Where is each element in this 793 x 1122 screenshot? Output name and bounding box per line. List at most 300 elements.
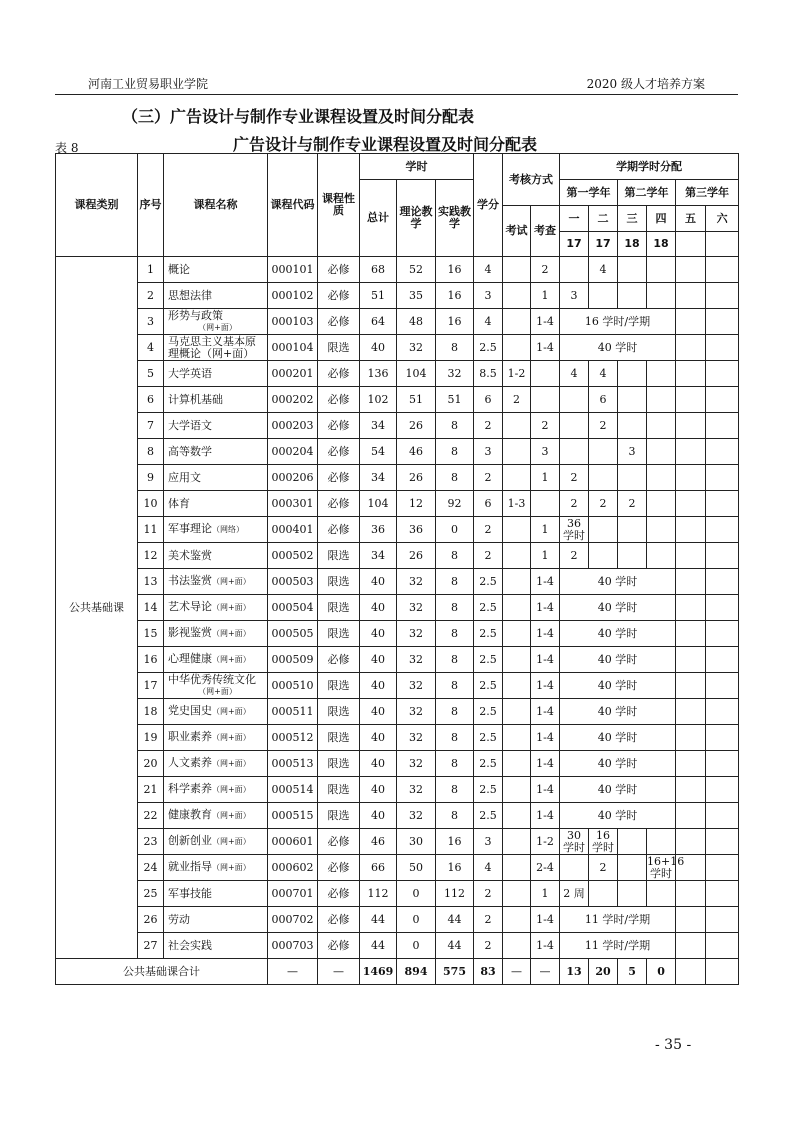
term-2-cell — [589, 881, 618, 907]
course-name-cell — [164, 387, 268, 413]
credit-cell: 2.5 — [474, 569, 503, 595]
term-5-cell — [676, 595, 706, 621]
totals-term-4-cell: 0 — [647, 959, 676, 985]
seq-cell: 9 — [138, 465, 164, 491]
table-row — [56, 569, 739, 595]
col-total: 总计 — [360, 180, 397, 257]
exam-term-cell — [503, 803, 531, 829]
exam-term-cell — [503, 777, 531, 803]
course-name: 大学语文 — [168, 418, 212, 432]
total-hours-cell: 40 — [360, 803, 397, 829]
check-term-cell: 1-4 — [531, 621, 560, 647]
seq-cell: 4 — [138, 335, 164, 361]
total-hours-cell: 64 — [360, 309, 397, 335]
seq-cell: 14 — [138, 595, 164, 621]
seq-cell: 3 — [138, 309, 164, 335]
term-6-cell — [706, 595, 739, 621]
course-name: 心理健康 — [168, 652, 212, 665]
table-row — [56, 881, 739, 907]
practice-hours-cell: 8 — [436, 413, 474, 439]
semester-span-cell: 40 学时 — [560, 673, 676, 699]
theory-hours-cell: 0 — [397, 907, 436, 933]
course-name: 书法鉴赏 — [168, 574, 212, 587]
course-delivery-tag: （网+面） — [212, 811, 251, 820]
theory-hours-cell: 32 — [397, 569, 436, 595]
check-term-cell: 2 — [531, 257, 560, 283]
term-3-cell — [618, 361, 647, 387]
course-nature-cell: 必修 — [318, 855, 360, 881]
course-name: 艺术导论 — [168, 600, 212, 613]
course-nature-cell: 必修 — [318, 829, 360, 855]
term-5-cell — [676, 907, 706, 933]
semester-span-cell: 40 学时 — [560, 595, 676, 621]
term-2-cell: 2 — [589, 855, 618, 881]
credit-cell: 4 — [474, 855, 503, 881]
term-4-cell — [647, 491, 676, 517]
table-row — [56, 517, 739, 543]
exam-term-cell — [503, 621, 531, 647]
course-nature-cell: 限选 — [318, 777, 360, 803]
table-row — [56, 595, 739, 621]
practice-hours-cell: 16 — [436, 257, 474, 283]
theory-hours-cell: 32 — [397, 621, 436, 647]
exam-term-cell — [503, 699, 531, 725]
course-name: 体育 — [168, 496, 190, 510]
theory-hours-cell: 0 — [397, 933, 436, 959]
course-name-cell — [164, 335, 268, 361]
term-5-cell — [676, 803, 706, 829]
check-term-cell: 2 — [531, 413, 560, 439]
term-6-cell — [706, 803, 739, 829]
credit-cell: 2.5 — [474, 621, 503, 647]
term-3-cell — [618, 465, 647, 491]
total-hours-cell: 34 — [360, 543, 397, 569]
col-code: 课程代码 — [268, 154, 318, 257]
practice-hours-cell: 8 — [436, 647, 474, 673]
practice-hours-cell: 8 — [436, 335, 474, 361]
practice-hours-cell: 16 — [436, 829, 474, 855]
term-6-cell — [706, 283, 739, 309]
col-term-6: 六 — [706, 206, 739, 232]
course-code-cell: 000505 — [268, 621, 318, 647]
term-4-cell — [647, 387, 676, 413]
header-school-name: 河南工业贸易职业学院 — [88, 77, 209, 91]
term-6-cell — [706, 361, 739, 387]
practice-hours-cell: 0 — [436, 517, 474, 543]
col-name: 课程名称 — [164, 154, 268, 257]
col-exam: 考试 — [503, 206, 531, 257]
col-term-1: 一 — [560, 206, 589, 232]
table-row — [56, 257, 739, 283]
practice-hours-cell: 32 — [436, 361, 474, 387]
check-term-cell: 3 — [531, 439, 560, 465]
col-weeks-5 — [676, 232, 706, 257]
term-1-cell — [560, 855, 589, 881]
course-name-cell — [164, 257, 268, 283]
semester-span-cell: 40 学时 — [560, 569, 676, 595]
term-6-cell — [706, 257, 739, 283]
course-name-cell — [164, 621, 268, 647]
semester-span-cell: 40 学时 — [560, 621, 676, 647]
check-term-cell: 1-4 — [531, 647, 560, 673]
theory-hours-cell: 51 — [397, 387, 436, 413]
course-code-cell: 000515 — [268, 803, 318, 829]
theory-hours-cell: 12 — [397, 491, 436, 517]
table-row — [56, 647, 739, 673]
term-3-cell — [618, 257, 647, 283]
term-1-cell: 3 — [560, 283, 589, 309]
theory-hours-cell: 32 — [397, 803, 436, 829]
col-weeks-6 — [706, 232, 739, 257]
term-6-cell — [706, 413, 739, 439]
term-4-cell — [647, 257, 676, 283]
total-hours-cell: 46 — [360, 829, 397, 855]
theory-hours-cell: 32 — [397, 751, 436, 777]
term-1-cell: 2 — [560, 543, 589, 569]
practice-hours-cell: 8 — [436, 465, 474, 491]
theory-hours-cell: 32 — [397, 595, 436, 621]
course-code-cell: 000703 — [268, 933, 318, 959]
check-term-cell: 1-4 — [531, 673, 560, 699]
practice-hours-cell: 16 — [436, 283, 474, 309]
theory-hours-cell: 32 — [397, 777, 436, 803]
semester-span-cell: 40 学时 — [560, 699, 676, 725]
seq-cell: 18 — [138, 699, 164, 725]
term-2-cell: 4 — [589, 257, 618, 283]
table-row — [56, 465, 739, 491]
course-name-cell — [164, 673, 268, 699]
exam-term-cell — [503, 647, 531, 673]
course-name: 应用文 — [168, 470, 201, 484]
seq-cell: 21 — [138, 777, 164, 803]
term-6-cell — [706, 777, 739, 803]
course-nature-cell: 限选 — [318, 803, 360, 829]
credit-cell: 4 — [474, 309, 503, 335]
col-weeks-2: 17 — [589, 232, 618, 257]
seq-cell: 15 — [138, 621, 164, 647]
credit-cell: 2.5 — [474, 595, 503, 621]
total-hours-cell: 36 — [360, 517, 397, 543]
term-5-cell — [676, 725, 706, 751]
exam-term-cell — [503, 751, 531, 777]
col-practice: 实践教学 — [436, 180, 474, 257]
exam-term-cell — [503, 465, 531, 491]
total-hours-cell: 51 — [360, 283, 397, 309]
course-nature-cell: 必修 — [318, 257, 360, 283]
term-1-cell: 4 — [560, 361, 589, 387]
term-3-cell — [618, 881, 647, 907]
theory-hours-cell: 0 — [397, 881, 436, 907]
col-credit: 学分 — [474, 154, 503, 257]
practice-hours-cell: 8 — [436, 777, 474, 803]
term-6-cell — [706, 621, 739, 647]
seq-cell: 27 — [138, 933, 164, 959]
course-nature-cell: 必修 — [318, 361, 360, 387]
term-6-cell — [706, 387, 739, 413]
course-name-cell — [164, 543, 268, 569]
total-hours-cell: 40 — [360, 699, 397, 725]
check-term-cell: 1-4 — [531, 907, 560, 933]
term-5-cell — [676, 933, 706, 959]
term-4-cell — [647, 829, 676, 855]
term-5-cell — [676, 387, 706, 413]
total-hours-cell: 34 — [360, 465, 397, 491]
exam-term-cell — [503, 283, 531, 309]
course-nature-cell: 必修 — [318, 387, 360, 413]
theory-hours-cell: 32 — [397, 335, 436, 361]
course-name: 社会实践 — [168, 938, 212, 952]
totals-exam-cell: — — [503, 959, 531, 985]
seq-cell: 26 — [138, 907, 164, 933]
total-hours-cell: 40 — [360, 569, 397, 595]
course-name: 职业素养 — [168, 730, 212, 743]
term-3-cell: 3 — [618, 439, 647, 465]
course-delivery-tag: （网+面） — [212, 733, 251, 742]
course-name-cell — [164, 803, 268, 829]
term-1-cell — [560, 387, 589, 413]
total-hours-cell: 104 — [360, 491, 397, 517]
totals-credit-cell: 83 — [474, 959, 503, 985]
seq-cell: 19 — [138, 725, 164, 751]
check-term-cell: 1 — [531, 543, 560, 569]
seq-cell: 12 — [138, 543, 164, 569]
exam-term-cell — [503, 595, 531, 621]
semester-span-cell: 40 学时 — [560, 803, 676, 829]
exam-term-cell — [503, 725, 531, 751]
check-term-cell: 1 — [531, 881, 560, 907]
table-row — [56, 387, 739, 413]
exam-term-cell: 2 — [503, 387, 531, 413]
total-hours-cell: 40 — [360, 673, 397, 699]
theory-hours-cell: 46 — [397, 439, 436, 465]
term-3-cell: 2 — [618, 491, 647, 517]
course-nature-cell: 必修 — [318, 647, 360, 673]
course-name: 人文素养 — [168, 756, 212, 769]
col-hours: 学时 — [360, 154, 474, 180]
course-name: 形势与政策 — [168, 308, 223, 322]
course-name-cell — [164, 725, 268, 751]
table-row — [56, 699, 739, 725]
semester-span-cell: 40 学时 — [560, 751, 676, 777]
course-nature-cell: 必修 — [318, 933, 360, 959]
check-term-cell: 2-4 — [531, 855, 560, 881]
course-name: 计算机基础 — [168, 392, 223, 406]
exam-term-cell: 1-2 — [503, 361, 531, 387]
table-row — [56, 491, 739, 517]
term-5-cell — [676, 309, 706, 335]
term-3-cell — [618, 517, 647, 543]
term-4-cell — [647, 881, 676, 907]
exam-term-cell: 1-3 — [503, 491, 531, 517]
term-3-cell — [618, 543, 647, 569]
term-4-cell — [647, 465, 676, 491]
term-6-cell — [706, 881, 739, 907]
col-weeks-3: 18 — [618, 232, 647, 257]
credit-cell: 4 — [474, 257, 503, 283]
practice-hours-cell: 8 — [436, 803, 474, 829]
term-5-cell — [676, 335, 706, 361]
col-term-5: 五 — [676, 206, 706, 232]
course-name-cell — [164, 829, 268, 855]
seq-cell: 23 — [138, 829, 164, 855]
term-1-cell: 2 周 — [560, 881, 589, 907]
term-6-cell — [706, 465, 739, 491]
check-term-cell: 1-2 — [531, 829, 560, 855]
theory-hours-cell: 48 — [397, 309, 436, 335]
col-year1: 第一学年 — [560, 180, 618, 206]
term-2-cell — [589, 543, 618, 569]
term-5-cell — [676, 491, 706, 517]
course-name-cell — [164, 465, 268, 491]
practice-hours-cell: 8 — [436, 751, 474, 777]
check-term-cell: 1-4 — [531, 725, 560, 751]
term-2-cell: 16 学时 — [589, 829, 618, 855]
term-6-cell — [706, 569, 739, 595]
course-code-cell: 000201 — [268, 361, 318, 387]
course-nature-cell: 必修 — [318, 907, 360, 933]
credit-cell: 2 — [474, 933, 503, 959]
course-nature-cell: 限选 — [318, 543, 360, 569]
check-term-cell: 1-4 — [531, 699, 560, 725]
total-hours-cell: 40 — [360, 725, 397, 751]
exam-term-cell — [503, 517, 531, 543]
course-name: 科学素养 — [168, 782, 212, 795]
seq-cell: 1 — [138, 257, 164, 283]
check-term-cell: 1 — [531, 465, 560, 491]
exam-term-cell — [503, 413, 531, 439]
exam-term-cell — [503, 933, 531, 959]
course-nature-cell: 必修 — [318, 413, 360, 439]
credit-cell: 2 — [474, 465, 503, 491]
exam-term-cell — [503, 439, 531, 465]
table-row — [56, 907, 739, 933]
term-5-cell — [676, 543, 706, 569]
term-3-cell — [618, 283, 647, 309]
practice-hours-cell: 16 — [436, 855, 474, 881]
course-name-cell — [164, 569, 268, 595]
table-row — [56, 933, 739, 959]
term-1-cell: 30 学时 — [560, 829, 589, 855]
total-hours-cell: 40 — [360, 335, 397, 361]
header-divider — [55, 94, 738, 95]
credit-cell: 2.5 — [474, 777, 503, 803]
term-5-cell — [676, 777, 706, 803]
total-hours-cell: 40 — [360, 777, 397, 803]
check-term-cell — [531, 361, 560, 387]
col-check: 考查 — [531, 206, 560, 257]
exam-term-cell — [503, 335, 531, 361]
col-weeks-1: 17 — [560, 232, 589, 257]
term-6-cell — [706, 673, 739, 699]
course-nature-cell: 必修 — [318, 465, 360, 491]
course-delivery-tag: （网+面） — [212, 577, 251, 586]
course-delivery-tag: （网+面） — [212, 655, 251, 664]
practice-hours-cell: 8 — [436, 699, 474, 725]
course-delivery-tag: （网+面） — [212, 837, 251, 846]
credit-cell: 6 — [474, 387, 503, 413]
totals-term-3-cell: 5 — [618, 959, 647, 985]
credit-cell: 6 — [474, 491, 503, 517]
term-4-cell — [647, 517, 676, 543]
theory-hours-cell: 32 — [397, 699, 436, 725]
term-5-cell — [676, 257, 706, 283]
credit-cell: 2.5 — [474, 699, 503, 725]
term-6-cell — [706, 829, 739, 855]
credit-cell: 2 — [474, 881, 503, 907]
course-code-cell: 000101 — [268, 257, 318, 283]
term-2-cell — [589, 465, 618, 491]
credit-cell: 2 — [474, 907, 503, 933]
term-4-cell — [647, 413, 676, 439]
term-2-cell — [589, 439, 618, 465]
course-name: 马克思主义基本原 — [168, 334, 256, 348]
term-6-cell — [706, 517, 739, 543]
col-category: 课程类别 — [56, 154, 138, 257]
total-hours-cell: 34 — [360, 413, 397, 439]
col-term-2: 二 — [589, 206, 618, 232]
term-5-cell — [676, 673, 706, 699]
term-1-cell: 2 — [560, 491, 589, 517]
course-code-cell: 000512 — [268, 725, 318, 751]
course-delivery-tag: （网+面） — [212, 863, 251, 872]
term-2-cell — [589, 517, 618, 543]
practice-hours-cell: 92 — [436, 491, 474, 517]
practice-hours-cell: 8 — [436, 673, 474, 699]
course-name: 思想法律 — [168, 288, 212, 302]
credit-cell: 3 — [474, 283, 503, 309]
term-1-cell — [560, 257, 589, 283]
table-row — [56, 803, 739, 829]
total-hours-cell: 136 — [360, 361, 397, 387]
course-name: 军事技能 — [168, 886, 212, 900]
course-name-cell — [164, 647, 268, 673]
term-2-cell: 2 — [589, 491, 618, 517]
practice-hours-cell: 8 — [436, 621, 474, 647]
course-delivery-tag: （网+面） — [212, 759, 251, 768]
course-name: 劳动 — [168, 912, 190, 926]
course-code-cell: 000301 — [268, 491, 318, 517]
credit-cell: 2.5 — [474, 647, 503, 673]
semester-span-cell: 40 学时 — [560, 777, 676, 803]
total-hours-cell: 112 — [360, 881, 397, 907]
term-5-cell — [676, 517, 706, 543]
course-code-cell: 000602 — [268, 855, 318, 881]
table-row — [56, 543, 739, 569]
table-row — [56, 855, 739, 881]
practice-hours-cell: 8 — [436, 595, 474, 621]
col-year3: 第三学年 — [676, 180, 739, 206]
table-title: 广告设计与制作专业课程设置及时间分配表 — [233, 135, 538, 154]
semester-span-cell: 40 学时 — [560, 725, 676, 751]
course-code-cell: 000203 — [268, 413, 318, 439]
course-code-cell: 000102 — [268, 283, 318, 309]
total-hours-cell: 40 — [360, 751, 397, 777]
semester-span-cell: 11 学时/学期 — [560, 933, 676, 959]
term-2-cell — [589, 283, 618, 309]
check-term-cell — [531, 491, 560, 517]
exam-term-cell — [503, 673, 531, 699]
course-code-cell: 000504 — [268, 595, 318, 621]
table-row — [56, 777, 739, 803]
course-nature-cell: 必修 — [318, 283, 360, 309]
term-3-cell — [618, 829, 647, 855]
term-4-cell — [647, 439, 676, 465]
exam-term-cell — [503, 881, 531, 907]
table-row — [56, 283, 739, 309]
practice-hours-cell: 8 — [436, 543, 474, 569]
course-code-cell: 000702 — [268, 907, 318, 933]
practice-hours-cell: 44 — [436, 933, 474, 959]
